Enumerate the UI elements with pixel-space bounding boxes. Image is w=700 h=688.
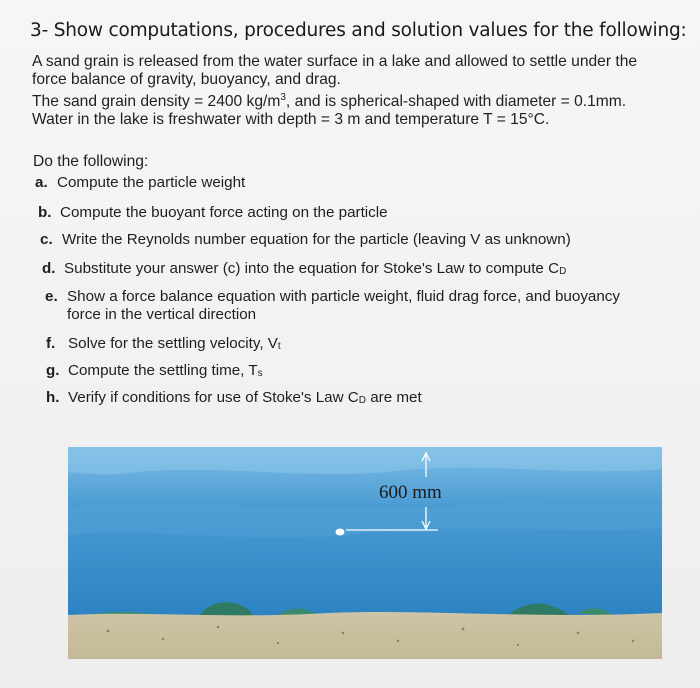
lake-bottom-sediment xyxy=(68,612,662,659)
task-h: h. Verify if conditions for use of Stoke's Law CD are met xyxy=(46,389,422,406)
task-e: e. Show a force balance equation with particle weight, fluid drag force, and buoyancy force in the vertical direction xyxy=(45,288,620,323)
question-heading: 3- Show computations, procedures and solution values for the following: xyxy=(30,20,687,41)
task-g: g. Compute the settling time, Ts xyxy=(46,362,263,379)
sand-grain-particle xyxy=(336,529,345,536)
depth-label: 600 mm xyxy=(379,482,442,503)
tasks-title: Do the following: xyxy=(33,153,149,170)
statement-line-1: A sand grain is released from the water surface in a lake and allowed to settle under the xyxy=(32,53,638,70)
water-body xyxy=(68,447,662,617)
statement-line-3: The sand grain density = 2400 $kg/m^3$, and is spherical-shaped with diameter = 0.1mm. xyxy=(32,92,627,111)
task-a: a. Compute the particle weight xyxy=(35,174,246,191)
task-d: d. Substitute your answer (c) into the equation for Stoke's Law to compute CD xyxy=(42,260,567,277)
statement-line-4: Water in the lake is freshwater with depth = 3 m and temperature T = 15°C. xyxy=(32,111,550,129)
task-c: c. Write the Reynolds number equation for the particle (leaving V as unknown) xyxy=(40,231,571,248)
task-f: f. Solve for the settling velocity, Vt xyxy=(46,335,281,352)
problem-statement xyxy=(32,53,692,129)
task-b: b. Compute the buoyant force acting on the particle xyxy=(38,204,388,221)
lake-figure xyxy=(68,447,662,659)
statement-line-2: force balance of gravity, buoyancy, and drag. xyxy=(32,71,341,88)
